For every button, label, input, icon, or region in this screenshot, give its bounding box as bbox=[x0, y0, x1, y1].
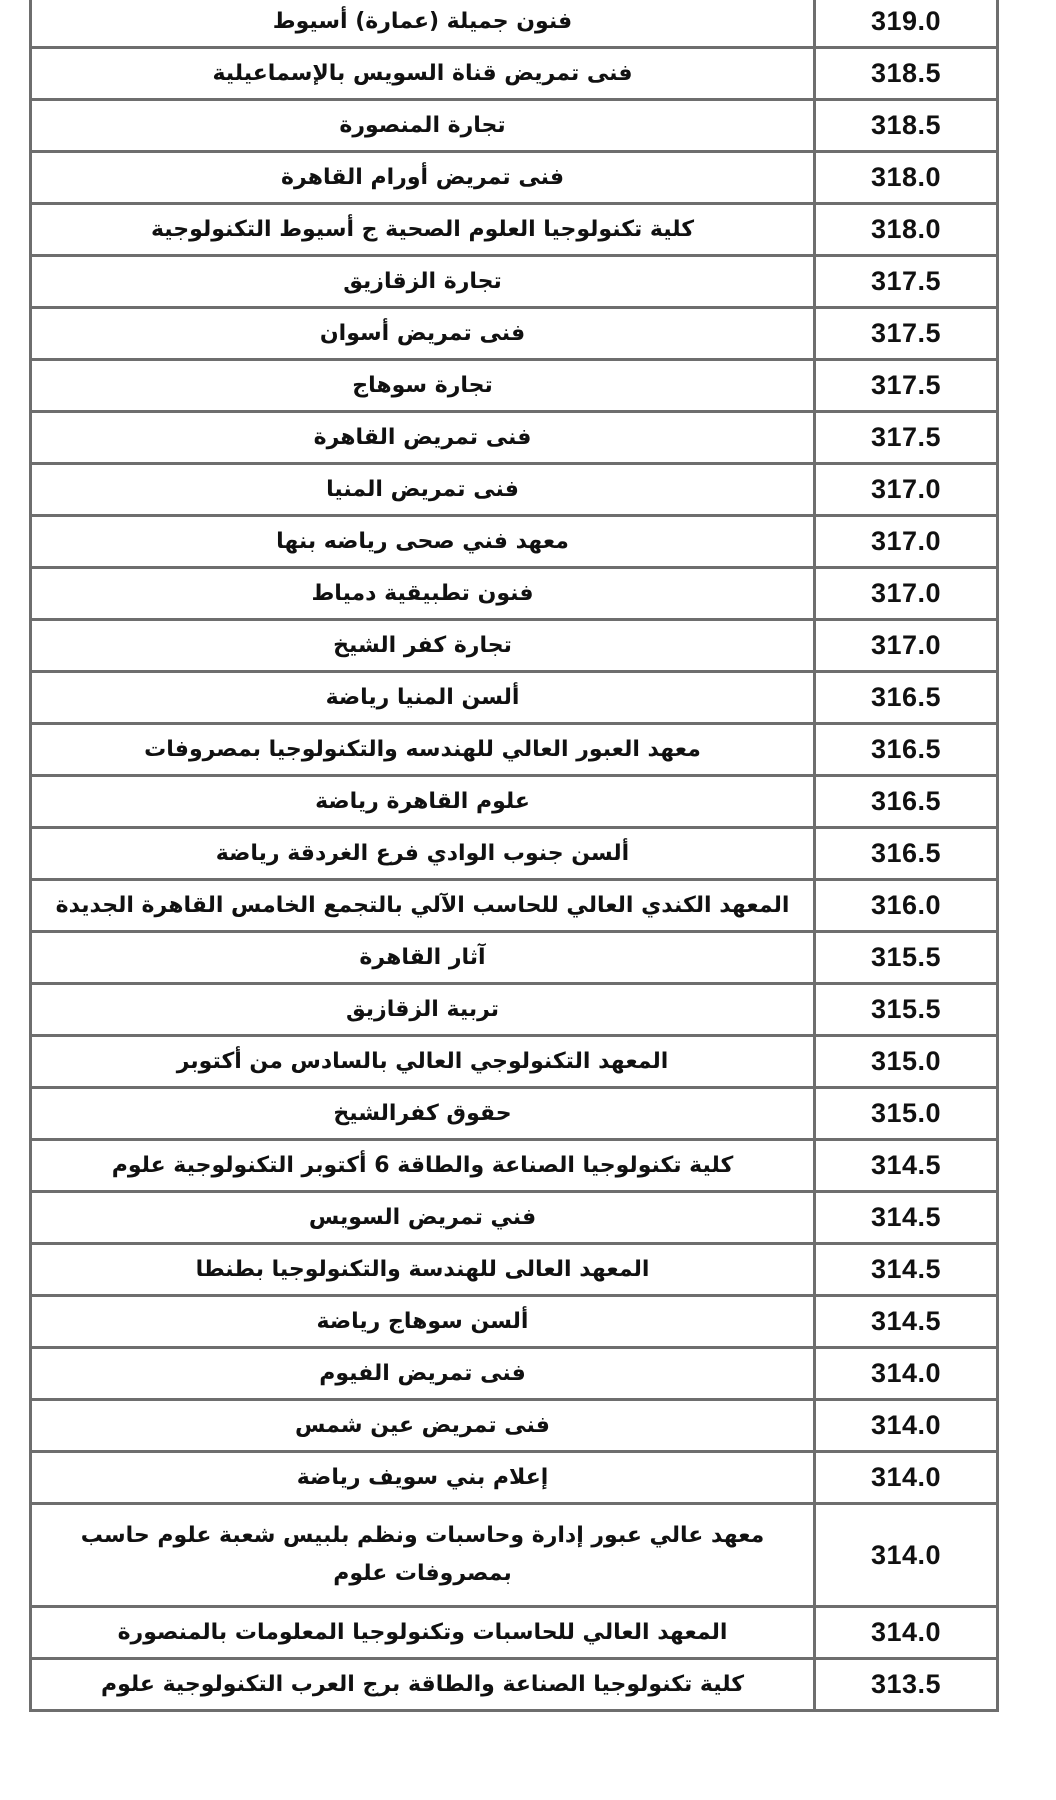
score-cell: 314.5 bbox=[815, 1140, 998, 1192]
table-row bbox=[31, 152, 998, 204]
faculty-name-cell: ألسن سوهاج رياضة bbox=[31, 1296, 815, 1348]
faculty-name-cell: ألسن المنيا رياضة bbox=[31, 672, 815, 724]
table-row bbox=[31, 1400, 998, 1452]
faculty-name-cell: تجارة كفر الشيخ bbox=[31, 620, 815, 672]
table-row bbox=[31, 1452, 998, 1504]
table-row bbox=[31, 412, 998, 464]
faculty-name-cell: المعهد الكندي العالي للحاسب الآلي بالتجمع الخامس القاهرة الجديدة bbox=[31, 880, 815, 932]
score-cell: 314.5 bbox=[815, 1244, 998, 1296]
table-row bbox=[31, 1140, 998, 1192]
score-cell: 314.0 bbox=[815, 1348, 998, 1400]
table-body bbox=[31, 0, 998, 1711]
score-cell: 315.0 bbox=[815, 1088, 998, 1140]
score-cell: 316.0 bbox=[815, 880, 998, 932]
score-cell: 315.0 bbox=[815, 1036, 998, 1088]
table-row bbox=[31, 308, 998, 360]
faculty-name-cell: فنى تمريض عين شمس bbox=[31, 1400, 815, 1452]
faculty-name-cell: فنى تمريض أسوان bbox=[31, 308, 815, 360]
score-cell: 317.5 bbox=[815, 308, 998, 360]
table-row bbox=[31, 100, 998, 152]
faculty-name-cell: آثار القاهرة bbox=[31, 932, 815, 984]
table-row bbox=[31, 1036, 998, 1088]
faculty-name-cell: فنون جميلة (عمارة) أسيوط bbox=[31, 0, 815, 48]
table-row bbox=[31, 1348, 998, 1400]
table-row bbox=[31, 672, 998, 724]
table-row bbox=[31, 1244, 998, 1296]
table-row bbox=[31, 516, 998, 568]
score-cell: 314.0 bbox=[815, 1504, 998, 1607]
faculty-name-cell: معهد فني صحى رياضه بنها bbox=[31, 516, 815, 568]
table-row bbox=[31, 0, 998, 48]
score-cell: 317.5 bbox=[815, 360, 998, 412]
score-cell: 314.0 bbox=[815, 1400, 998, 1452]
faculty-name-cell: إعلام بني سويف رياضة bbox=[31, 1452, 815, 1504]
faculty-name-cell: حقوق كفرالشيخ bbox=[31, 1088, 815, 1140]
score-cell: 314.5 bbox=[815, 1192, 998, 1244]
table-row bbox=[31, 776, 998, 828]
table-row bbox=[31, 828, 998, 880]
faculty-name-cell: تربية الزقازيق bbox=[31, 984, 815, 1036]
score-cell: 315.5 bbox=[815, 932, 998, 984]
table-row bbox=[31, 1607, 998, 1659]
faculty-name-cell: علوم القاهرة رياضة bbox=[31, 776, 815, 828]
faculty-name-cell: تجارة سوهاج bbox=[31, 360, 815, 412]
table-row bbox=[31, 1296, 998, 1348]
faculty-name-cell: معهد العبور العالي للهندسه والتكنولوجيا بمصروفات bbox=[31, 724, 815, 776]
score-cell: 316.5 bbox=[815, 672, 998, 724]
score-cell: 314.0 bbox=[815, 1607, 998, 1659]
faculty-name-cell: المعهد العالي للحاسبات وتكنولوجيا المعلومات بالمنصورة bbox=[31, 1607, 815, 1659]
table-row bbox=[31, 568, 998, 620]
table-row bbox=[31, 1659, 998, 1711]
table-row bbox=[31, 1192, 998, 1244]
table-row bbox=[31, 464, 998, 516]
score-cell: 317.5 bbox=[815, 256, 998, 308]
faculty-name-cell: كلية تكنولوجيا العلوم الصحية ج أسيوط التكنولوجية bbox=[31, 204, 815, 256]
score-cell: 319.0 bbox=[815, 0, 998, 48]
faculty-name-cell: فنى تمريض أورام القاهرة bbox=[31, 152, 815, 204]
score-cell: 316.5 bbox=[815, 724, 998, 776]
score-cell: 314.5 bbox=[815, 1296, 998, 1348]
score-cell: 318.0 bbox=[815, 152, 998, 204]
faculty-name-cell: كلية تكنولوجيا الصناعة والطاقة برج العرب التكنولوجية علوم bbox=[31, 1659, 815, 1711]
score-cell: 315.5 bbox=[815, 984, 998, 1036]
faculty-name-cell: تجارة الزقازيق bbox=[31, 256, 815, 308]
score-cell: 314.0 bbox=[815, 1452, 998, 1504]
score-cell: 317.0 bbox=[815, 568, 998, 620]
score-cell: 317.0 bbox=[815, 620, 998, 672]
score-cell: 316.5 bbox=[815, 828, 998, 880]
faculty-name-cell: فنى تمريض المنيا bbox=[31, 464, 815, 516]
faculty-name-cell: تجارة المنصورة bbox=[31, 100, 815, 152]
score-cell: 313.5 bbox=[815, 1659, 998, 1711]
faculty-name-cell: فنى تمريض قناة السويس بالإسماعيلية bbox=[31, 48, 815, 100]
table-row bbox=[31, 48, 998, 100]
faculty-name-cell: فنى تمريض القاهرة bbox=[31, 412, 815, 464]
faculty-name-cell: معهد عالي عبور إدارة وحاسبات ونظم بلبيس شعبة علوم حاسب بمصروفات علوم bbox=[31, 1504, 815, 1607]
table-row bbox=[31, 1088, 998, 1140]
faculty-name-cell: ألسن جنوب الوادي فرع الغردقة رياضة bbox=[31, 828, 815, 880]
score-cell: 317.5 bbox=[815, 412, 998, 464]
table-row bbox=[31, 932, 998, 984]
table-row bbox=[31, 256, 998, 308]
faculty-name-cell: فنى تمريض الفيوم bbox=[31, 1348, 815, 1400]
table-row bbox=[31, 880, 998, 932]
faculty-name-cell: فني تمريض السويس bbox=[31, 1192, 815, 1244]
faculty-name-cell: المعهد التكنولوجي العالي بالسادس من أكتوبر bbox=[31, 1036, 815, 1088]
table-row bbox=[31, 1504, 998, 1607]
table-row bbox=[31, 620, 998, 672]
score-cell: 316.5 bbox=[815, 776, 998, 828]
admission-scores-table bbox=[29, 0, 999, 1712]
faculty-name-cell: كلية تكنولوجيا الصناعة والطاقة 6 أكتوبر التكنولوجية علوم bbox=[31, 1140, 815, 1192]
score-cell: 318.5 bbox=[815, 100, 998, 152]
score-cell: 317.0 bbox=[815, 516, 998, 568]
table-row bbox=[31, 984, 998, 1036]
faculty-name-cell: فنون تطبيقية دمياط bbox=[31, 568, 815, 620]
score-cell: 317.0 bbox=[815, 464, 998, 516]
score-cell: 318.0 bbox=[815, 204, 998, 256]
faculty-name-cell: المعهد العالى للهندسة والتكنولوجيا بطنطا bbox=[31, 1244, 815, 1296]
table-row bbox=[31, 204, 998, 256]
table-row bbox=[31, 724, 998, 776]
table-row bbox=[31, 360, 998, 412]
score-cell: 318.5 bbox=[815, 48, 998, 100]
